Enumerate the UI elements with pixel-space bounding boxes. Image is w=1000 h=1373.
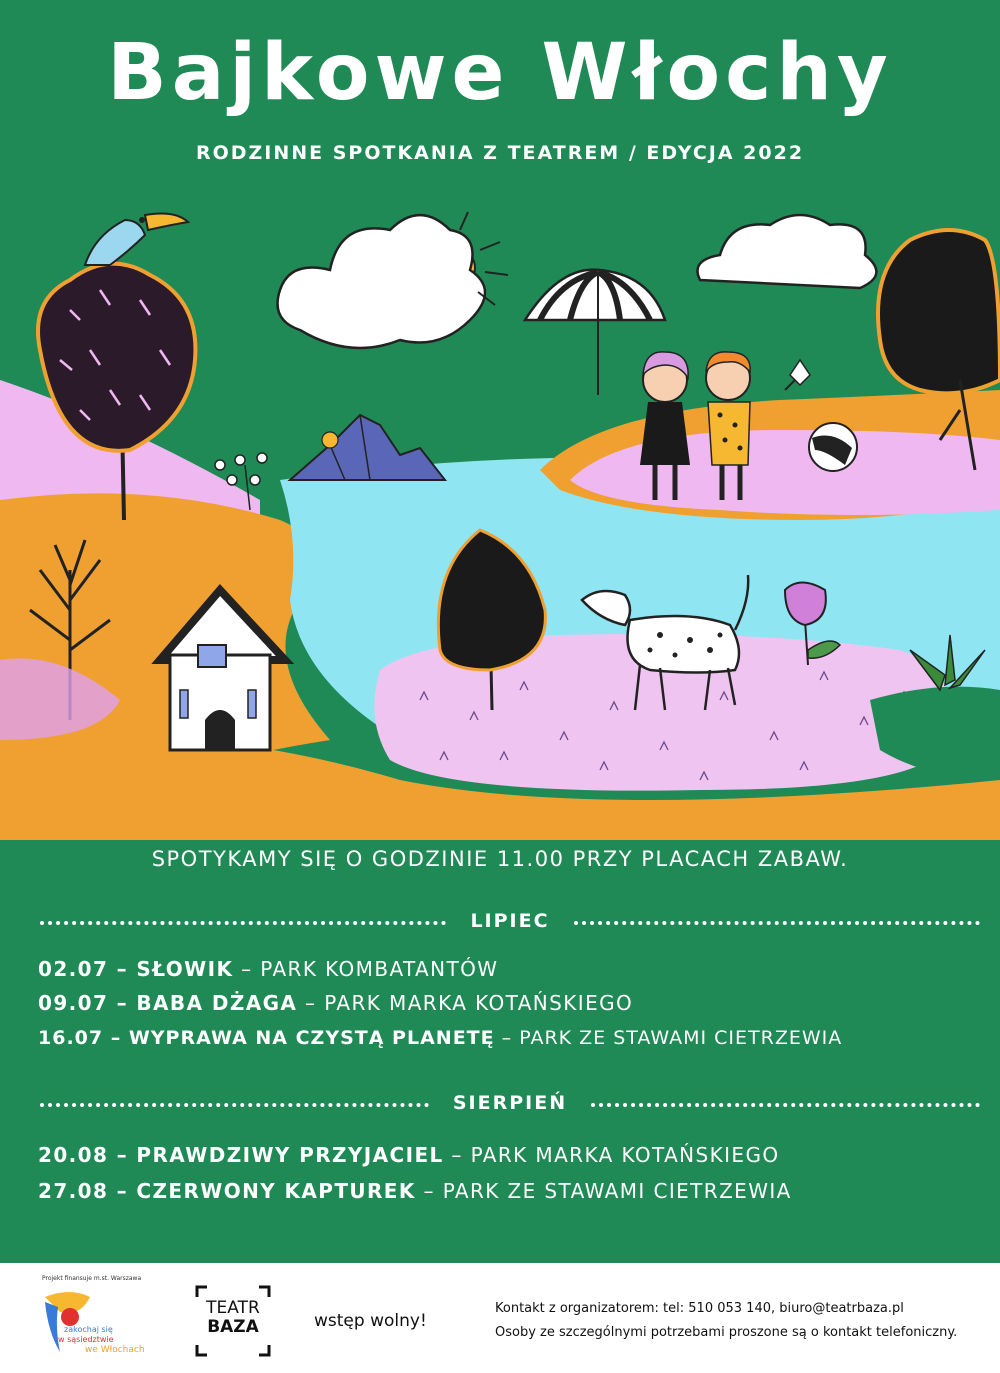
dotted-line (40, 921, 446, 925)
logo-line-baza: BAZA (207, 1317, 259, 1337)
event-row: 02.07 – SŁOWIK – PARK KOMBATANTÓW (38, 957, 499, 981)
sponsor-logo (40, 1287, 160, 1357)
poster-subtitle: RODZINNE SPOTKANIA Z TEATREM / EDYCJA 2022 (195, 142, 805, 164)
svg-text:we Włochach: we Włochach (85, 1345, 145, 1355)
event-row: 20.08 – PRAWDZIWY PRZYJACIEL – PARK MARKA KOTAŃSKIEGO (38, 1143, 780, 1167)
month-label: LIPIEC (470, 910, 550, 932)
contact-line: Kontakt z organizatorem: tel: 510 053 140, biuro@teatrbaza.pl (495, 1301, 904, 1316)
svg-text:zakochaj się: zakochaj się (64, 1325, 113, 1334)
event-row: 27.08 – CZERWONY KAPTUREK – PARK ZE STAWAMI CIETRZEWIA (38, 1179, 792, 1203)
meeting-info: SPOTYKAMY SIĘ O GODZINIE 11.00 PRZY PLACACH ZABAW. (151, 847, 849, 871)
beach-ball (809, 423, 857, 471)
park-illustration (0, 180, 1000, 840)
svg-text:w sąsiedztwie: w sąsiedztwie (58, 1335, 114, 1344)
cloud (698, 215, 877, 288)
footer (0, 1263, 1000, 1373)
cloud-with-sun (278, 212, 509, 348)
accessibility-line: Osoby ze szczególnymi potrzebami proszone są o kontakt telefoniczny. (495, 1325, 958, 1340)
month-label: SIERPIEŃ (452, 1092, 568, 1114)
free-entry: wstęp wolny! (314, 1311, 427, 1331)
funding-note: Projekt finansuje m.st. Warszawa (42, 1275, 142, 1282)
event-row: 16.07 – WYPRAWA NA CZYSTĄ PLANETĘ – PARK ZE STAWAMI CIETRZEWIA (38, 1027, 843, 1049)
event-row: 09.07 – BABA DŻAGA – PARK MARKA KOTAŃSKIEGO (38, 991, 634, 1015)
toucan (85, 214, 188, 265)
poster-title: Bajkowe Włochy (107, 28, 893, 118)
teatr-baza-logo (195, 1285, 271, 1357)
mountains (290, 415, 445, 480)
contact-info (495, 1297, 957, 1345)
dotted-line (591, 1103, 980, 1107)
dotted-line (40, 1103, 429, 1107)
dotted-line (574, 921, 980, 925)
month-divider-july (40, 908, 980, 934)
month-divider-august (40, 1090, 980, 1116)
logo-line-teatr: TEATR (206, 1298, 260, 1318)
